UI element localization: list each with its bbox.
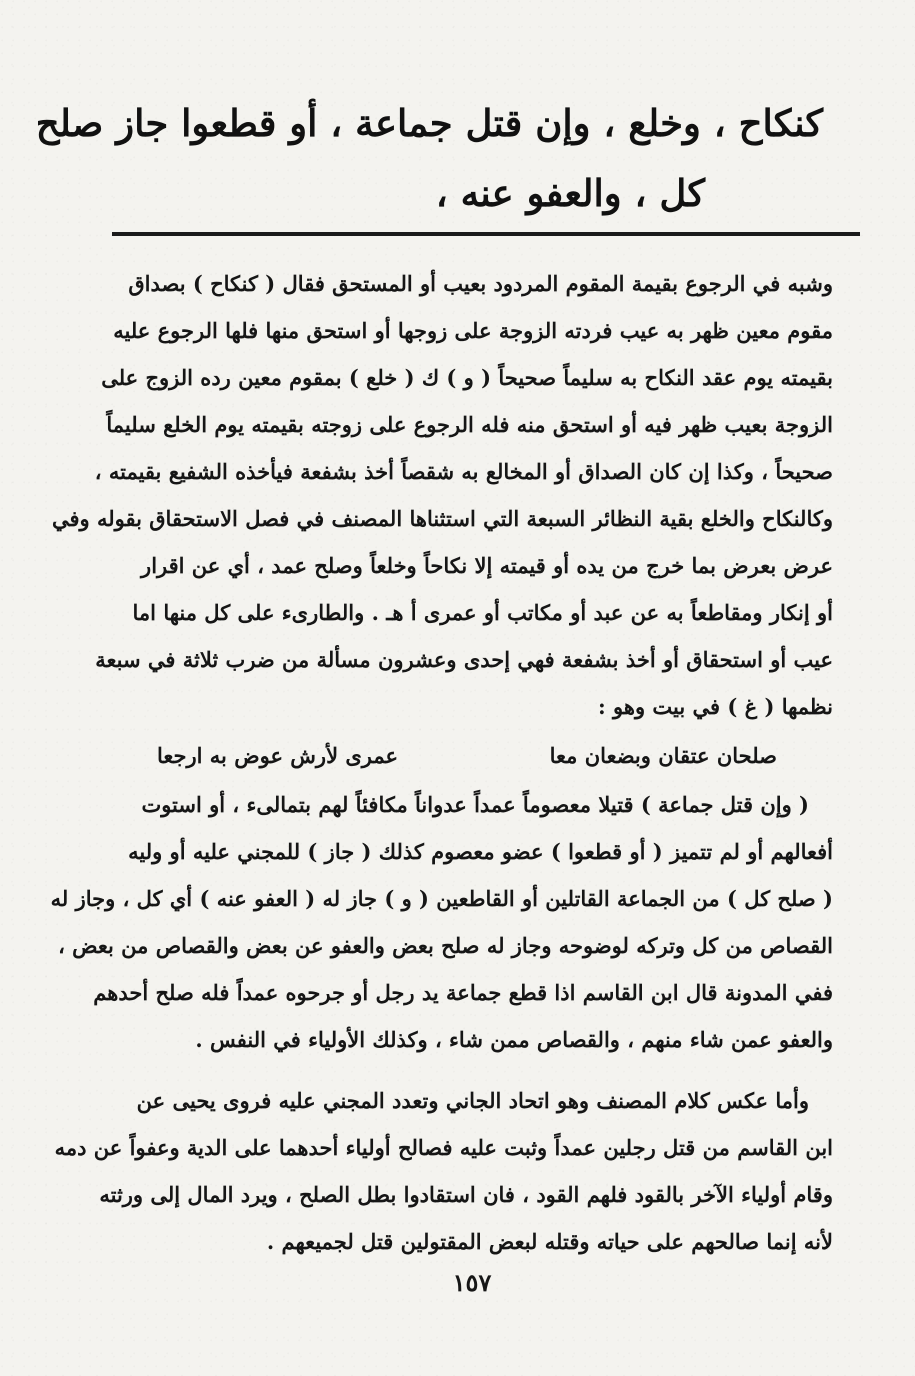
verse-second-hemistich: عمرى لأرش عوض به ارجعا xyxy=(157,743,399,768)
commentary-line: وقام أولياء الآخر بالقود فلهم القود ، فان استقادوا بطل الصلح ، ويرد المال إلى ورثته xyxy=(99,1182,833,1207)
paragraph-spacing xyxy=(103,1063,833,1077)
commentary-text xyxy=(50,260,833,1265)
commentary-line: عيب أو استحقاق أو أخذ بشفعة فهي إحدى وعشرون مسألة من ضرب ثلاثة في سبعة xyxy=(95,647,833,672)
commentary-line: ( وإن قتل جماعة ) قتيلا معصوماً عمداً عدواناً مكافئاً لهم بتمالىء ، أو استوت xyxy=(141,792,809,817)
commentary-line: أفعالهم أو لم تتميز ( أو قطعوا ) عضو معصوم كذلك ( جاز ) للمجني عليه أو وليه xyxy=(128,839,833,864)
commentary-line: نظمها ( غ ) في بيت وهو : xyxy=(597,694,833,719)
commentary-line: لأنه إنما صالحهم على حياته وقتله لبعض المقتولين قتل لجميعهم . xyxy=(266,1229,833,1254)
poetic-verse xyxy=(157,732,777,779)
commentary-line: القصاص من كل وتركه لوضوحه وجاز له صلح بعض والعفو عن بعض والقصاص من بعض ، xyxy=(58,933,833,958)
commentary-line: الزوجة بعيب ظهر فيه أو استحق منه فله الرجوع على زوجته بقيمته يوم الخلع سليماً xyxy=(106,412,833,437)
commentary-line: والعفو عمن شاء منهم ، والقصاص ممن شاء ، وكذلك الأولياء في النفس . xyxy=(195,1027,833,1052)
commentary-line: بقيمته يوم عقد النكاح به سليماً صحيحاً ( و ) ك ( خلع ) بمقوم معين رده الزوج على xyxy=(101,365,833,390)
commentary-line: مقوم معين ظهر به عيب فردته الزوجة على زوجها أو استحق منها فلها الرجوع عليه xyxy=(113,318,833,343)
page-number: ١٥٧ xyxy=(452,1268,492,1297)
commentary-line: صحيحاً ، وكذا إن كان الصداق أو المخالع به شقصاً أخذ بشفعة فيأخذه الشفيع بقيمته ، xyxy=(94,459,833,484)
commentary-line: أو إنكار ومقاطعاً به عن عبد أو مكاتب أو عمرى أ هـ . والطارىء على كل منها اما xyxy=(132,600,833,625)
verse-first-hemistich: صلحان عتقان وبضعان معا xyxy=(549,743,777,768)
matn-line-2: كل ، والعفو عنه ، xyxy=(435,171,705,215)
commentary-line: وكالنكاح والخلع بقية النظائر السبعة التي استثناها المصنف في فصل الاستحقاق بقوله وفي xyxy=(51,506,833,531)
commentary-line: عرض بعرض بما خرج من يده أو قيمته إلا نكاحاً وخلعاً وصلح عمد ، أي عن اقرار xyxy=(141,553,833,578)
commentary-line: ففي المدونة قال ابن القاسم اذا قطع جماعة يد رجل أو جرحوه عمداً فله صلح أحدهم xyxy=(93,980,833,1005)
heading-divider xyxy=(112,232,860,236)
commentary-line: وأما عكس كلام المصنف وهو اتحاد الجاني وتعدد المجني عليه فروى يحيى عن xyxy=(136,1088,809,1113)
commentary-line: ابن القاسم من قتل رجلين عمداً وثبت عليه فصالح أولياء أحدهما على الدية وعفواً عن دمه xyxy=(54,1135,833,1160)
commentary-line: ( صلح كل ) من الجماعة القاتلين أو القاطعين ( و ) جاز له ( العفو عنه ) أي كل ، وجاز له xyxy=(50,886,833,911)
matn-heading xyxy=(35,88,823,228)
commentary-line: وشبه في الرجوع بقيمة المقوم المردود بعيب أو المستحق فقال ( كنكاح ) بصداق xyxy=(128,271,833,296)
matn-line-1: كنكاح ، وخلع ، وإن قتل جماعة ، أو قطعوا جاز صلح xyxy=(35,101,823,145)
